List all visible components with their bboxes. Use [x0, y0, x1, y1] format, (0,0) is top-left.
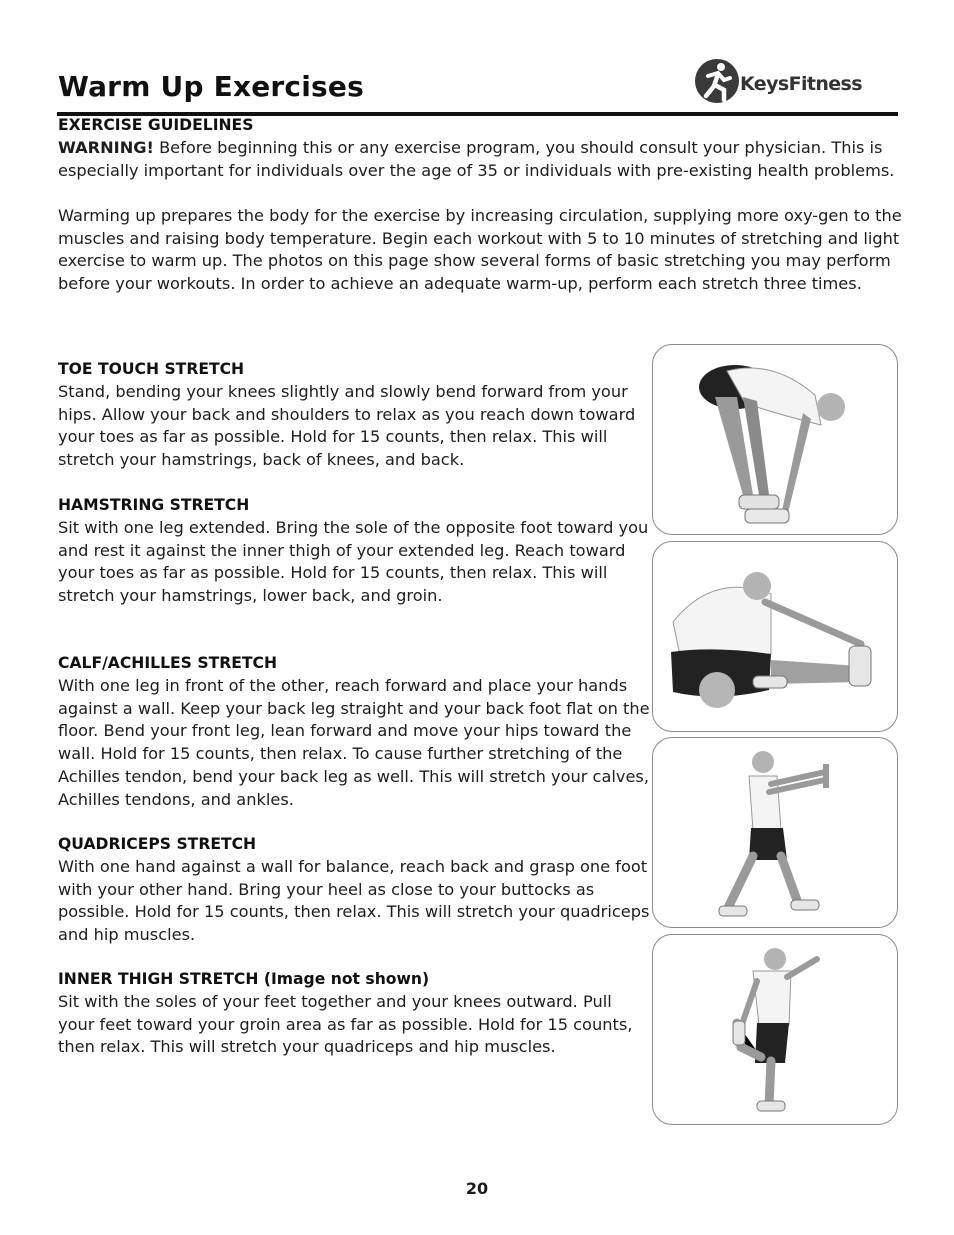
- section-text: With one hand against a wall for balance, reach back and grasp one foot with your other hand. Bring your heel as close to your buttocks as possible. Hold for 15 counts, then relax. This will stretch your quadriceps and hip muscles.: [58, 857, 650, 945]
- calf-achilles-photo: [652, 737, 898, 928]
- guidelines-heading: EXERCISE GUIDELINES: [58, 116, 254, 134]
- section-heading: INNER THIGH STRETCH (Image not shown): [58, 970, 430, 988]
- section-text: Sit with one leg extended. Bring the sole of the opposite foot toward you and rest it against the inner thigh of your extended leg. Reach toward your toes as far as possible. Hold for 15 counts, then relax. This will stretch your hamstrings, lower back, and groin.: [58, 518, 649, 606]
- warmup-paragraph: Warming up prepares the body for the exercise by increasing circulation, supplying more oxy-gen to the muscles and raising body temperature. Begin each workout with 5 to 10 minutes of stretching and light exercise to warm up. The photos on this page show several forms of basic stretching you may perform before your workouts. In order to achieve an adequate warm-up, perform each stretch three times.: [58, 206, 902, 294]
- logo-text: KeysFitness: [740, 73, 862, 95]
- section-heading: QUADRICEPS STRETCH: [58, 835, 257, 853]
- page-number: 20: [465, 1179, 489, 1198]
- hamstring-photo: [652, 541, 898, 732]
- runner-logo-icon: [694, 54, 740, 108]
- keys-fitness-logo: [694, 54, 898, 108]
- section-text: Stand, bending your knees slightly and slowly bend forward from your hips. Allow your back and shoulders to relax as you reach down toward your toes as far as possible. Hold for 15 counts, then relax. This will stretch your hamstrings, back of knees, and back.: [58, 382, 636, 470]
- section-heading: CALF/ACHILLES STRETCH: [58, 654, 278, 672]
- page-title: Warm Up Exercises: [58, 70, 364, 103]
- section-heading: TOE TOUCH STRETCH: [58, 360, 245, 378]
- section-text: Sit with the soles of your feet together and your knees outward. Pull your feet toward your groin area as far as possible. Hold for 15 counts, then relax. This will stretch your quadriceps and hip muscles.: [58, 992, 633, 1057]
- toe-touch-photo: [652, 344, 898, 535]
- warning-paragraph: [58, 137, 904, 182]
- section-heading: HAMSTRING STRETCH: [58, 496, 250, 514]
- warning-label: WARNING!: [58, 138, 154, 157]
- warning-text: Before beginning this or any exercise program, you should consult your physician. This is especially important for individuals over the age of 35 or individuals with pre-existing health problems.: [58, 138, 895, 180]
- quadriceps-photo: [652, 934, 898, 1125]
- section-text: With one leg in front of the other, reach forward and place your hands against a wall. Keep your back leg straight and your back foot flat on the floor. Bend your front leg, lean forward and move your hips toward the wall. Hold for 15 counts, then relax. To cause further stretching of the Achilles tendon, bend your back leg as well. This will stretch your calves, Achilles tendons, and ankles.: [58, 676, 650, 809]
